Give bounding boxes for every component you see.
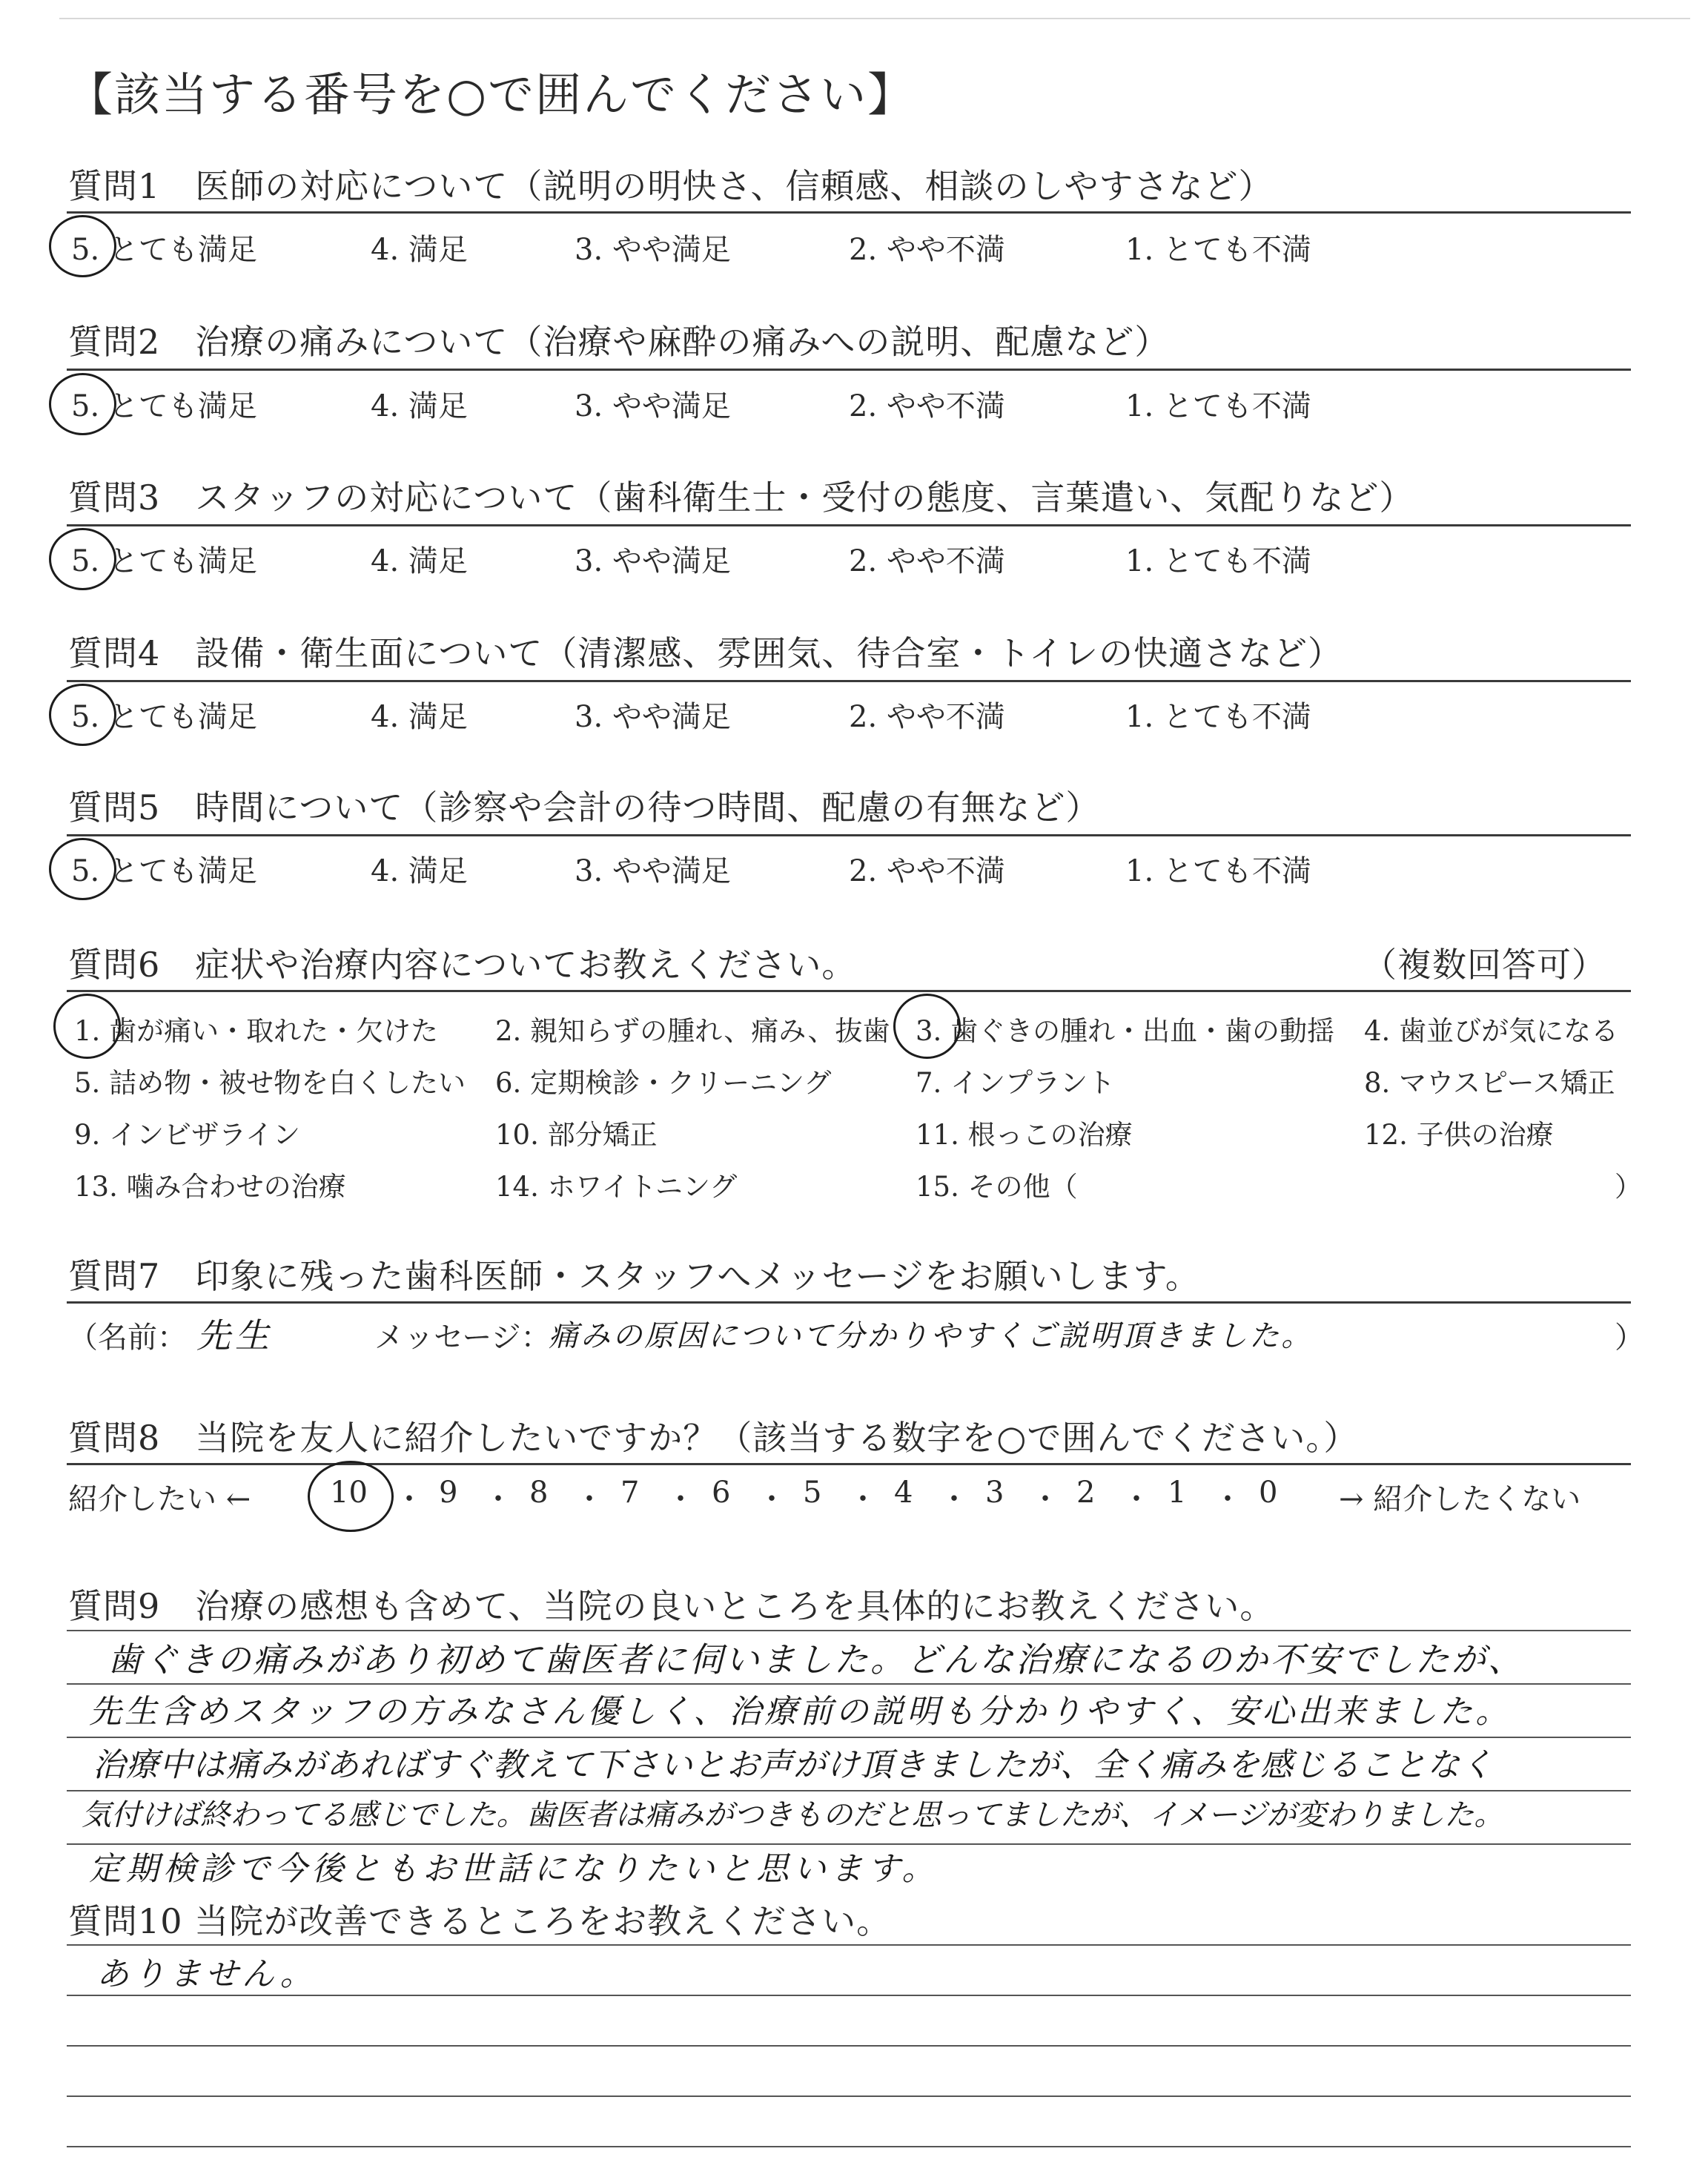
q3-underline: [67, 524, 1631, 526]
q6-item-13[interactable]: 13. 噛み合わせの治療: [74, 1171, 346, 1203]
q9-handwritten-line-4[interactable]: 気付けば終わってる感じでした。歯医者は痛みがつきものだと思ってましたが、イメージが変わりました。: [82, 1798, 1504, 1832]
q6-item-1[interactable]: 1. 歯が痛い・取れた・欠けた: [74, 1015, 439, 1047]
q3-title: 質問3 スタッフの対応について（歯科衛生士・受付の態度、言葉遣い、気配りなど）: [68, 478, 1414, 518]
q4-option-2[interactable]: 2. やや不満: [849, 700, 1005, 734]
q6-title: 質問6 症状や治療内容についてお教えください。: [68, 945, 857, 985]
q6-item-9[interactable]: 9. インビザライン: [74, 1119, 300, 1151]
q2-option-5[interactable]: 5. とても満足: [71, 389, 257, 423]
q6-item-3[interactable]: 3. 歯ぐきの腫れ・出血・歯の動揺: [916, 1015, 1335, 1047]
q5-option-2[interactable]: 2. やや不満: [849, 854, 1005, 888]
q1-title: 質問1 医師の対応について（説明の明快さ、信頼感、相談のしやすさなど）: [68, 166, 1274, 206]
q6-item-5[interactable]: 5. 詰め物・被せ物を白くしたい: [74, 1067, 466, 1099]
q8-scale-1[interactable]: 1: [1168, 1476, 1187, 1510]
q5-option-3[interactable]: 3. やや満足: [575, 854, 731, 888]
q7-name-handwritten[interactable]: 先生: [196, 1315, 274, 1355]
q3-option-2[interactable]: 2. やや不満: [849, 544, 1005, 578]
q7-underline: [67, 1301, 1631, 1304]
q8-scale-separator: ・: [939, 1482, 969, 1516]
q6-item-4[interactable]: 4. 歯並びが気になる: [1364, 1015, 1619, 1047]
q8-scale-separator: ・: [394, 1482, 424, 1516]
q1-option-3[interactable]: 3. やや満足: [575, 233, 731, 267]
q8-scale-separator: ・: [757, 1482, 787, 1516]
q9-handwritten-line-3[interactable]: 治療中は痛みがあればすぐ教えて下さいとお声がけ頂きましたが、全く痛みを感じることなく: [93, 1746, 1494, 1784]
q6-underline: [67, 990, 1631, 992]
q8-scale-6[interactable]: 6: [712, 1476, 731, 1510]
q6-other-close-paren: ）: [1615, 1171, 1642, 1203]
q6-item-2[interactable]: 2. 親知らずの腫れ、痛み、抜歯: [495, 1015, 890, 1047]
q2-selection-circle: [49, 373, 116, 435]
q7-message-label: メッセージ：: [374, 1321, 551, 1355]
q5-option-4[interactable]: 4. 満足: [371, 854, 468, 888]
q5-selection-circle: [49, 838, 116, 900]
q8-scale-7[interactable]: 7: [620, 1476, 640, 1510]
q9-handwritten-line-1[interactable]: 歯ぐきの痛みがあり初めて歯医者に伺いました。どんな治療になるのか不安でしたが、: [107, 1639, 1524, 1680]
q8-scale-9[interactable]: 9: [439, 1476, 458, 1510]
q6-item-6[interactable]: 6. 定期検診・クリーニング: [495, 1067, 832, 1099]
q8-scale-8[interactable]: 8: [529, 1476, 549, 1510]
q2-option-1[interactable]: 1. とても不満: [1125, 389, 1311, 423]
q2-title: 質問2 治療の痛みについて（治療や麻酔の痛みへの説明、配慮など）: [68, 322, 1170, 362]
q10-answer-line: [67, 2095, 1631, 2097]
q8-scale-separator: ・: [483, 1482, 513, 1516]
q6-multiple-answer-note: （複数回答可）: [1363, 945, 1606, 985]
q8-scale-10[interactable]: 10: [330, 1476, 368, 1510]
q8-scale-5[interactable]: 5: [803, 1476, 822, 1510]
q1-option-4[interactable]: 4. 満足: [371, 233, 468, 267]
q8-left-label: 紹介したい ←: [68, 1482, 251, 1516]
q8-scale-separator: ・: [1213, 1482, 1242, 1516]
q9-title: 質問9 治療の感想も含めて、当院の良いところを具体的にお教えください。: [68, 1586, 1275, 1626]
q8-scale-3[interactable]: 3: [985, 1476, 1004, 1510]
q8-scale-4[interactable]: 4: [894, 1476, 913, 1510]
q3-option-5[interactable]: 5. とても満足: [71, 544, 257, 578]
q7-close-paren: ）: [1615, 1321, 1644, 1355]
q4-option-4[interactable]: 4. 満足: [371, 700, 468, 734]
q8-scale-2[interactable]: 2: [1076, 1476, 1096, 1510]
q6-item-10[interactable]: 10. 部分矯正: [495, 1119, 658, 1151]
q2-option-4[interactable]: 4. 満足: [371, 389, 468, 423]
q6-item-11[interactable]: 11. 根っこの治療: [916, 1119, 1133, 1151]
q7-title: 質問7 印象に残った歯科医師・スタッフへメッセージをお願いします。: [68, 1256, 1200, 1296]
q6-selection-circle-3: [893, 994, 961, 1059]
q1-selection-circle: [49, 215, 116, 277]
q9-answer-line: [67, 1630, 1631, 1631]
q1-option-1[interactable]: 1. とても不満: [1125, 233, 1311, 267]
q4-underline: [67, 680, 1631, 682]
q1-underline: [67, 211, 1631, 214]
q6-item-15[interactable]: 15. その他（: [916, 1171, 1078, 1203]
q3-option-3[interactable]: 3. やや満足: [575, 544, 731, 578]
q4-option-1[interactable]: 1. とても不満: [1125, 700, 1311, 734]
q6-item-7[interactable]: 7. インプラント: [916, 1067, 1116, 1099]
q9-handwritten-line-2[interactable]: 先生含めスタッフの方みなさん優しく、治療前の説明も分かりやすく、安心出来ました。: [89, 1693, 1512, 1731]
q8-scale-separator: ・: [666, 1482, 695, 1516]
q8-scale-separator: ・: [1122, 1482, 1151, 1516]
q5-underline: [67, 834, 1631, 836]
q6-item-8[interactable]: 8. マウスピース矯正: [1364, 1067, 1615, 1099]
q6-selection-circle-1: [53, 994, 121, 1059]
q8-title: 質問8 当院を友人に紹介したいですか？（該当する数字を○で囲んでください。）: [68, 1418, 1359, 1458]
q2-option-3[interactable]: 3. やや満足: [575, 389, 731, 423]
q5-option-5[interactable]: 5. とても満足: [71, 854, 257, 888]
q1-option-2[interactable]: 2. やや不満: [849, 233, 1005, 267]
q3-selection-circle: [49, 528, 116, 590]
q8-scale-0[interactable]: 0: [1259, 1476, 1278, 1510]
q10-answer-line: [67, 2146, 1631, 2147]
form-header: 【該当する番号を○で囲んでください】: [67, 67, 916, 122]
q8-scale-separator: ・: [1030, 1482, 1060, 1516]
q8-selection-circle: [308, 1461, 394, 1532]
q3-option-1[interactable]: 1. とても不満: [1125, 544, 1311, 578]
q7-message-handwritten[interactable]: 痛みの原因について分かりやすくご説明頂きました。: [549, 1319, 1314, 1353]
q8-scale-separator: ・: [575, 1482, 604, 1516]
q5-option-1[interactable]: 1. とても不満: [1125, 854, 1311, 888]
q7-name-label: （名前：: [68, 1321, 187, 1355]
q3-option-4[interactable]: 4. 満足: [371, 544, 468, 578]
q6-item-12[interactable]: 12. 子供の治療: [1364, 1119, 1554, 1151]
q10-answer-line: [67, 1944, 1631, 1946]
q9-handwritten-line-5[interactable]: 定期検診で今後ともお世話になりたいと思います。: [89, 1850, 939, 1888]
q10-answer-line: [67, 2045, 1631, 2047]
q4-title: 質問4 設備・衛生面について（清潔感、雰囲気、待合室・トイレの快適さなど）: [68, 633, 1343, 673]
q4-option-5[interactable]: 5. とても満足: [71, 700, 257, 734]
top-edge-line: [59, 18, 1690, 19]
q10-handwritten-answer[interactable]: ありません。: [96, 1955, 317, 1993]
q2-underline: [67, 369, 1631, 371]
q10-title: 質問10 当院が改善できるところをお教えください。: [68, 1901, 892, 1941]
q4-selection-circle: [49, 684, 116, 746]
q10-answer-line: [67, 1995, 1631, 1996]
q8-right-label: → 紹介したくない: [1339, 1482, 1581, 1516]
q2-option-2[interactable]: 2. やや不満: [849, 389, 1005, 423]
q8-scale-separator: ・: [848, 1482, 878, 1516]
q5-title: 質問5 時間について（診察や会計の待つ時間、配慮の有無など）: [68, 787, 1101, 828]
q1-option-5[interactable]: 5. とても満足: [71, 233, 257, 267]
q8-underline: [67, 1463, 1631, 1465]
q6-item-14[interactable]: 14. ホワイトニング: [495, 1171, 738, 1203]
q4-option-3[interactable]: 3. やや満足: [575, 700, 731, 734]
